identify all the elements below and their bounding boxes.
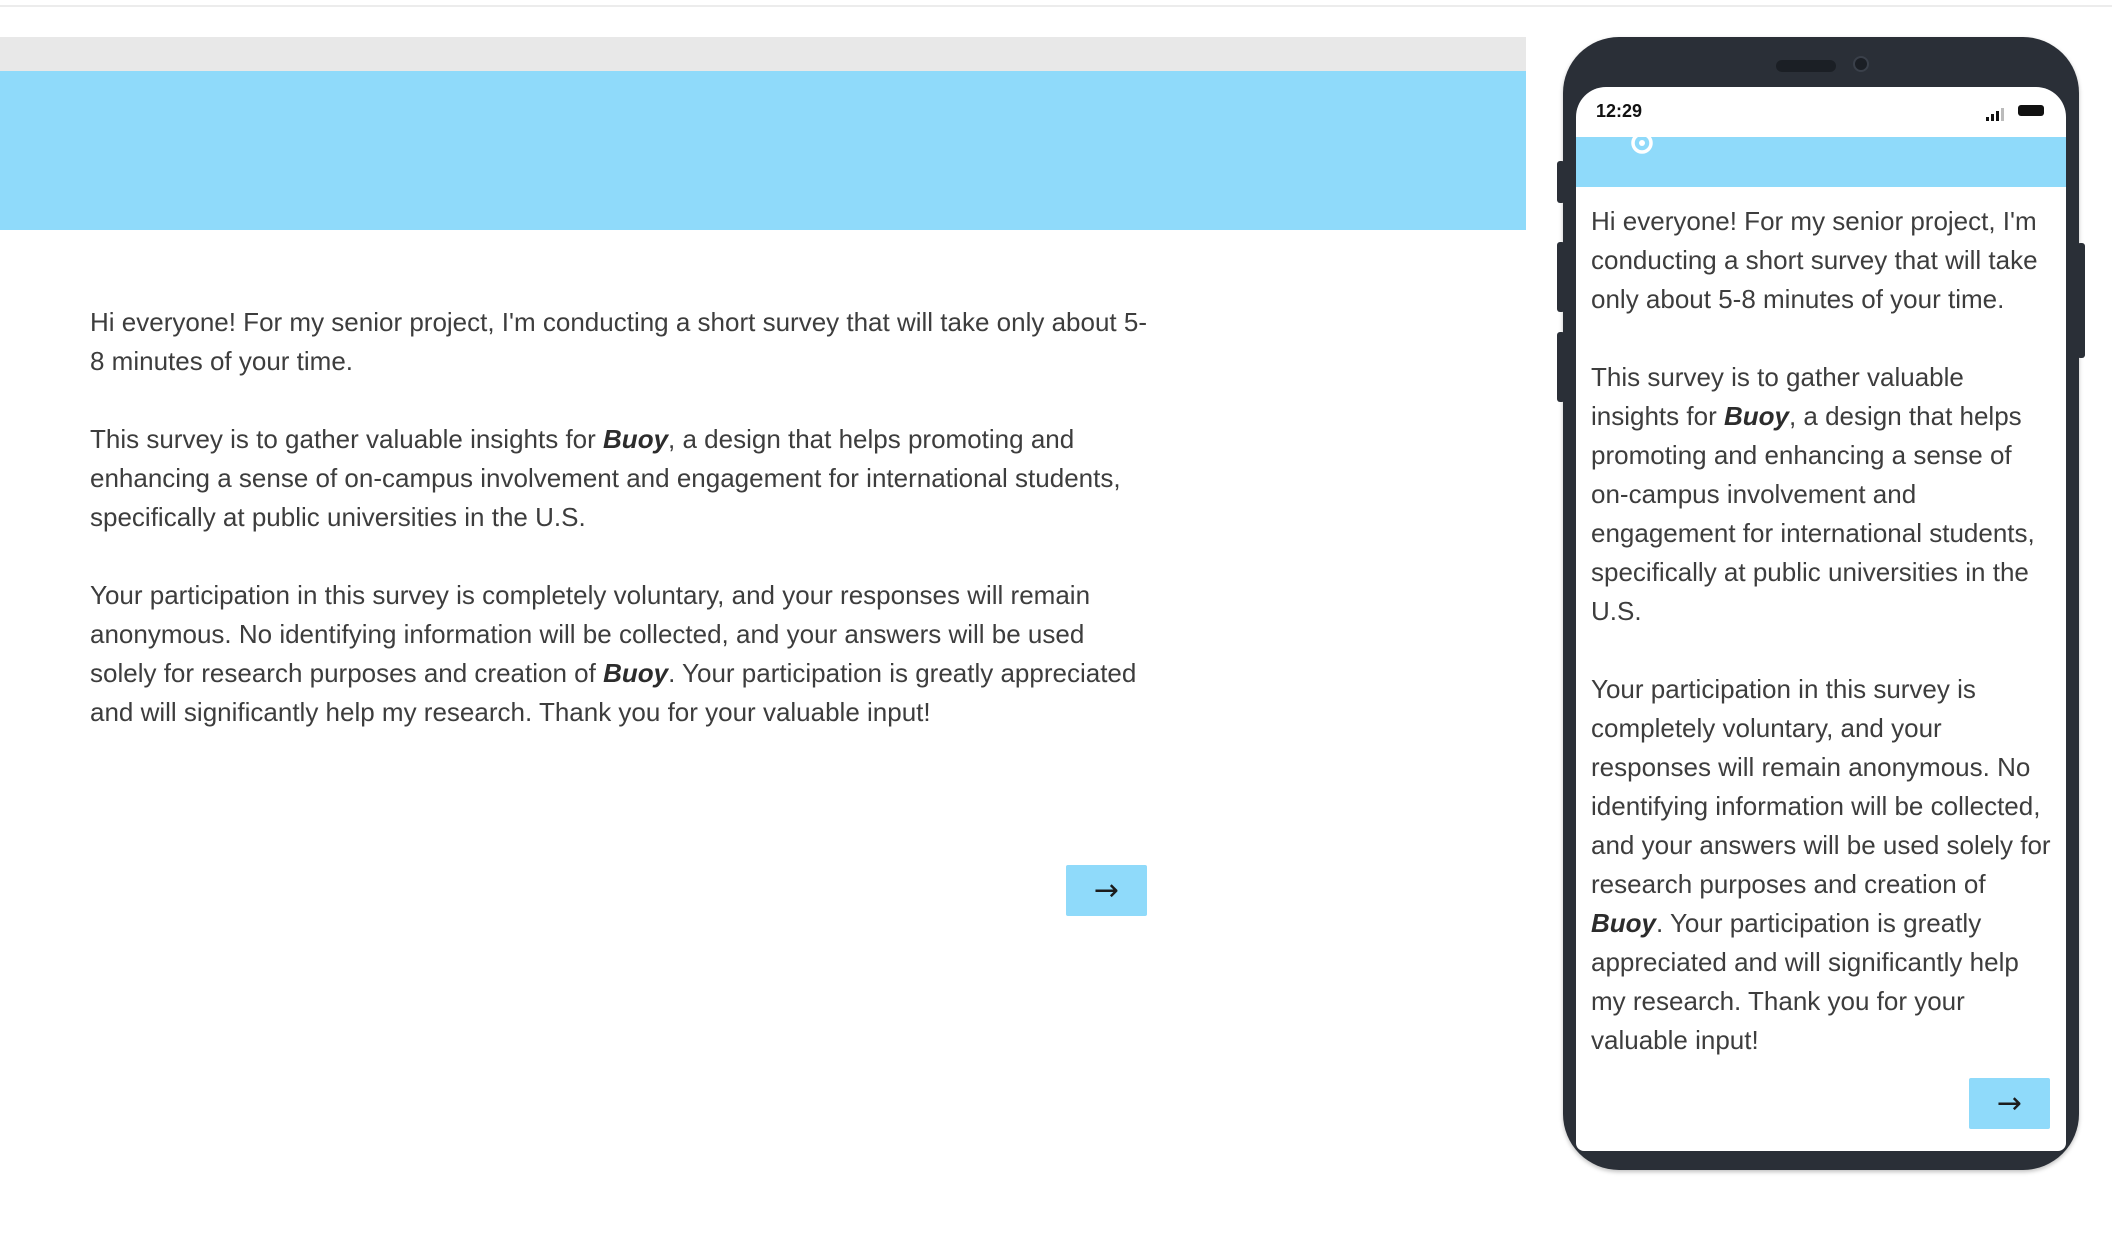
intro-paragraph: Hi everyone! For my senior project, I'm conducting a short survey that will take only about 5-8 minutes of your time. (90, 307, 1147, 376)
desktop-survey-text (90, 303, 1150, 771)
desktop-header-bar (0, 37, 1526, 71)
phone-preview (1563, 37, 2079, 1170)
phone-volume-up-button (1557, 242, 1565, 312)
brand-name: Buoy (1591, 908, 1656, 938)
purpose-paragraph: This survey is to gather valuable insights for Buoy, a design that helps promoting and enhancing a sense of on-campus involvement and engagement for international students, specifically at public universities in the U.S. (90, 424, 1121, 532)
phone-speaker (1776, 60, 1836, 72)
next-button[interactable] (1969, 1078, 2050, 1129)
consent-paragraph: Your participation in this survey is completely voluntary, and your responses will remain anonymous. No identifying information will be collected, and your answers will be used solely for research purposes and creation of Buoy. Your participation is greatly appreciated and will significantly help my research. Thank you for your valuable input! (90, 580, 1137, 727)
phone-volume-down-button (1557, 332, 1565, 402)
phone-screen (1576, 87, 2066, 1151)
brand-name: Buoy (603, 658, 669, 688)
brand-name: Buoy (603, 424, 669, 454)
battery-icon (2018, 105, 2044, 116)
intro-paragraph: Hi everyone! For my senior project, I'm conducting a short survey that will take only about 5-8 minutes of your time. (1591, 206, 2038, 314)
arrow-right-icon: → (1996, 1086, 2023, 1121)
phone-power-button (2077, 243, 2085, 358)
phone-banner (1576, 137, 2066, 187)
brand-name: Buoy (1723, 401, 1789, 431)
signal-icon (1986, 107, 2006, 121)
desktop-banner (0, 71, 1526, 230)
arrow-right-icon: → (1093, 873, 1120, 908)
next-button[interactable] (1066, 865, 1147, 916)
camera-icon (1853, 56, 1869, 72)
consent-paragraph: Your participation in this survey is completely voluntary, and your responses will remain anonymous. No identifying information will be collected, and your answers will be used solely for research purposes and creation of Buoy. Your participation is greatly appreciated and will significantly help my research. Thank you for your valuable input! (1591, 674, 2051, 1055)
desktop-preview (0, 37, 1526, 1217)
status-time: 12:29 (1596, 101, 1643, 121)
top-divider (0, 0, 2112, 7)
buoy-logo-icon (1629, 131, 1655, 157)
status-bar (1576, 87, 2066, 137)
phone-survey-text (1576, 187, 2066, 1060)
purpose-paragraph: This survey is to gather valuable insights for Buoy, a design that helps promoting and enhancing a sense of on-campus involvement and engagement for international students, specifically at public universities in the U.S. (1591, 362, 2035, 626)
phone-side-button (1557, 161, 1565, 203)
